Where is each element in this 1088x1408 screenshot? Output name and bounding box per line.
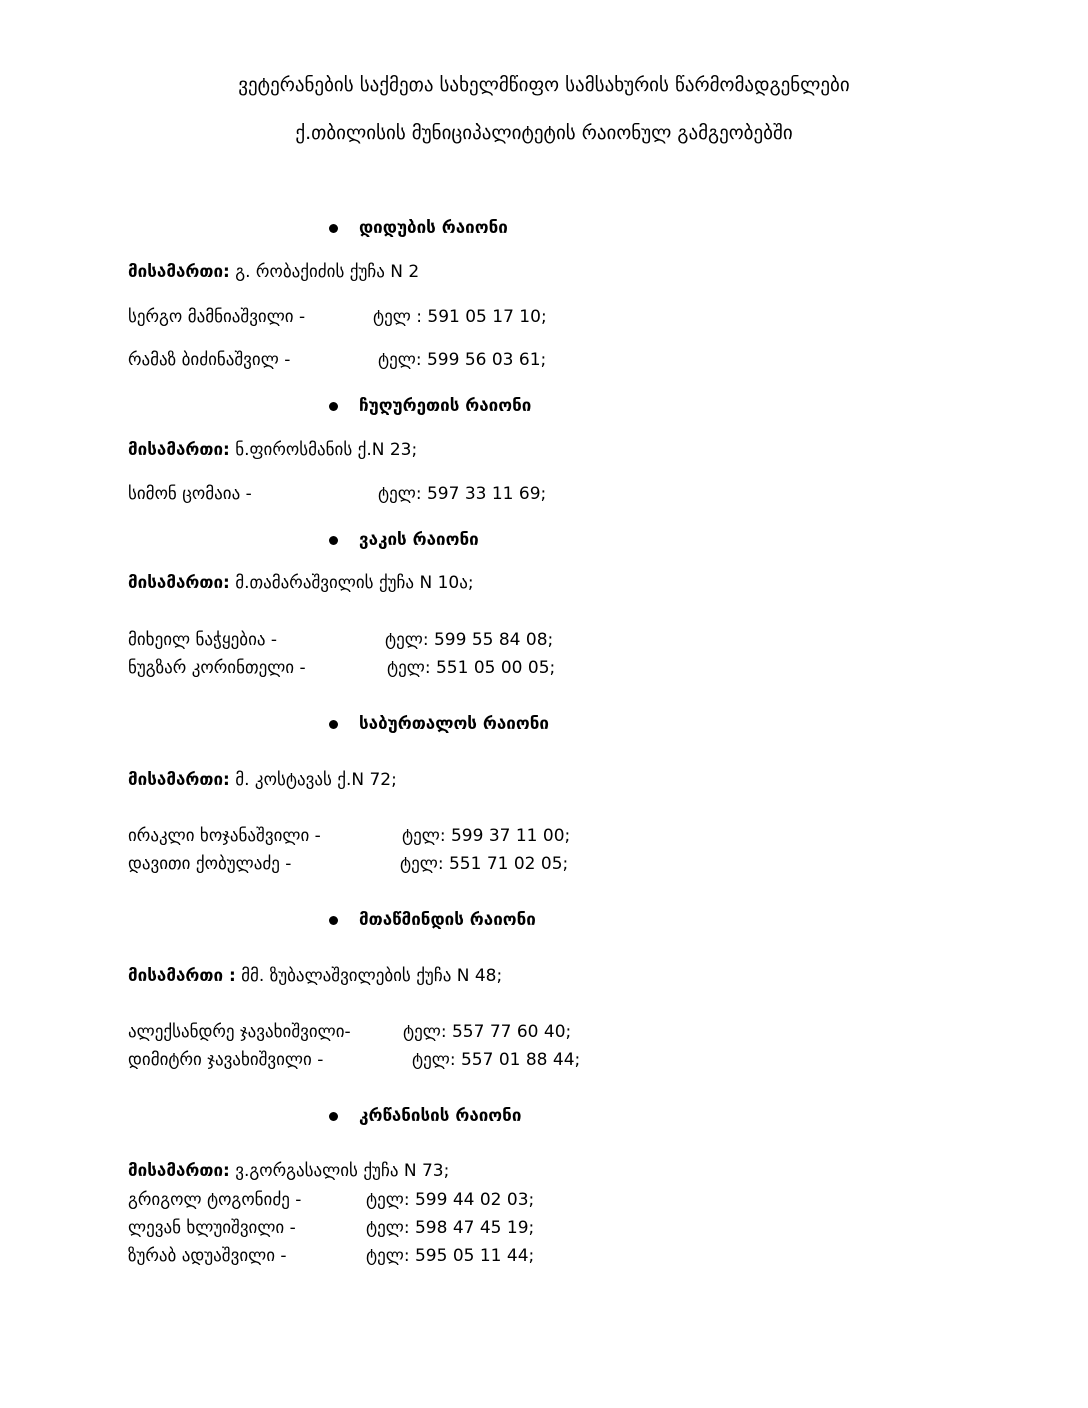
section-title: კრწანისის რაიონი — [359, 1106, 522, 1126]
address-line-saburtalo — [128, 770, 397, 790]
address-line-mtatsminda — [128, 966, 502, 986]
bullet-icon — [329, 224, 338, 233]
person-phone: ტელ: 599 56 03 61; — [378, 350, 547, 370]
section-heading-didube — [329, 218, 508, 238]
bullet-icon — [329, 402, 338, 411]
bullet-icon — [329, 1112, 338, 1121]
section-title: მთაწმინდის რაიონი — [359, 910, 536, 930]
person-name: დიმიტრი ჯავახიშვილი - — [128, 1050, 324, 1070]
address-value: გ. რობაქიძის ქუჩა N 2 — [229, 262, 420, 282]
section-title: დიდუბის რაიონი — [359, 218, 508, 238]
address-value: მ. კოსტავას ქ.N 72; — [229, 770, 397, 790]
address-label: მისამართი: — [128, 770, 230, 790]
section-heading-chughureti — [329, 396, 531, 416]
address-value: მმ. ზუბალაშვილების ქუჩა N 48; — [235, 966, 503, 986]
address-line-vake — [128, 573, 474, 593]
person-phone: ტელ: 551 05 00 05; — [387, 658, 556, 678]
bullet-icon — [329, 536, 338, 545]
person-name: ირაკლი ხოჯანაშვილი - — [128, 826, 321, 846]
person-name: სიმონ ცომაია - — [128, 484, 252, 504]
page-title-line2: ქ.თბილისის მუნიციპალიტეტის რაიონულ გამგეობებში — [295, 122, 793, 144]
address-label: მისამართი: — [128, 262, 230, 282]
person-phone: ტელ: 599 37 11 00; — [402, 826, 571, 846]
section-heading-krtsanisi — [329, 1106, 521, 1126]
section-title: საბურთალოს რაიონი — [359, 714, 549, 734]
person-phone: ტელ: 551 71 02 05; — [400, 854, 569, 874]
address-value: მ.თამარაშვილის ქუჩა N 10ა; — [229, 573, 474, 593]
person-phone: ტელ: 598 47 45 19; — [366, 1218, 535, 1238]
section-heading-mtatsminda — [329, 910, 536, 930]
address-line-krtsanisi — [128, 1161, 449, 1181]
person-name: ნუგზარ კორინთელი - — [128, 658, 306, 678]
person-phone: ტელ: 595 05 11 44; — [366, 1246, 535, 1266]
page-title-line1: ვეტერანების საქმეთა სახელმწიფო სამსახურის წარმომადგენლები — [238, 74, 850, 96]
section-heading-vake — [329, 530, 479, 550]
person-name: ალექსანდრე ჯავახიშვილი- — [128, 1022, 351, 1042]
address-value: ნ.ფიროსმანის ქ.N 23; — [229, 440, 418, 460]
address-line-didube — [128, 262, 419, 282]
address-label: მისამართი: — [128, 440, 230, 460]
bullet-icon — [329, 916, 338, 925]
person-phone: ტელ: 557 01 88 44; — [412, 1050, 581, 1070]
person-name: ზურაბ ადუაშვილი - — [128, 1246, 287, 1266]
person-phone: ტელ: 599 55 84 08; — [385, 630, 554, 650]
person-phone: ტელ: 597 33 11 69; — [378, 484, 547, 504]
address-label: მისამართი: — [128, 1161, 230, 1181]
address-label: მისამართი: — [128, 573, 230, 593]
section-heading-saburtalo — [329, 714, 549, 734]
person-name: ლევან ხლუიშვილი - — [128, 1218, 296, 1238]
person-name: გრიგოლ ტოგონიძე - — [128, 1190, 302, 1210]
person-phone: ტელ: 599 44 02 03; — [366, 1190, 535, 1210]
bullet-icon — [329, 720, 338, 729]
person-phone: ტელ : 591 05 17 10; — [373, 307, 547, 327]
address-line-chughureti — [128, 440, 417, 460]
person-name: სერგო მამნიაშვილი - — [128, 307, 306, 327]
section-title: ჩუღურეთის რაიონი — [359, 396, 532, 416]
person-name: დავითი ქობულაძე - — [128, 854, 292, 874]
address-label: მისამართი : — [128, 966, 236, 986]
address-value: ვ.გორგასალის ქუჩა N 73; — [229, 1161, 450, 1181]
person-name: მიხეილ ნაჭყებია - — [128, 630, 278, 650]
section-title: ვაკის რაიონი — [359, 530, 479, 550]
person-name: რამაზ ბიძინაშვილ - — [128, 350, 291, 370]
person-phone: ტელ: 557 77 60 40; — [403, 1022, 572, 1042]
